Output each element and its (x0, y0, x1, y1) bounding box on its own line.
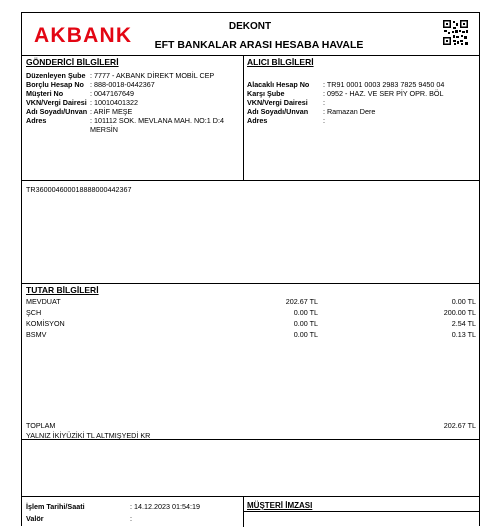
receiver-name-value: : Ramazan Dere (323, 107, 376, 116)
amount-row-label: ŞCH (26, 308, 42, 317)
valor-value: : (130, 514, 132, 523)
total-value: 202.67 TL (443, 421, 476, 430)
amount-row-mid: 202.67 TL (285, 297, 318, 306)
receiver-account-label: Alacaklı Hesap No (247, 80, 310, 89)
amount-row-mid: 0.00 TL (293, 308, 318, 317)
akbank-logo: AKBANK (34, 24, 133, 47)
transaction-date-label: İşlem Tarihi/Saati (26, 502, 85, 511)
sender-customer-no-value: : 0047167649 (90, 89, 134, 98)
sender-name-value: : ARİF MEŞE (90, 107, 133, 116)
receiver-account-value: : TR91 0001 0003 2983 7825 9450 04 (323, 80, 445, 89)
sender-branch-value: : 7777 - AKBANK DİREKT MOBİL CEP (90, 71, 215, 80)
receiver-address-label: Adres (247, 116, 268, 125)
receiver-address-value: : (323, 116, 325, 125)
transfer-description: TR360004600018888000442367 (26, 185, 132, 194)
sender-tax-label: VKN/Vergi Dairesi (26, 98, 87, 107)
sender-title: GÖNDERİCİ BİLGİLERİ (26, 57, 119, 67)
qr-code-icon (442, 19, 469, 46)
receiver-branch-value: : 0952 - HAZ. VE SER PİY OPR. BÖL (323, 89, 444, 98)
amount-row-label: KOMİSYON (26, 319, 65, 328)
receiver-branch-label: Karşı Şube (247, 89, 285, 98)
divider (243, 511, 480, 512)
divider (21, 283, 480, 284)
amount-row-right: 200.00 TL (443, 308, 476, 317)
receiver-title: ALICI BİLGİLERİ (247, 57, 314, 67)
amount-row-mid: 0.00 TL (293, 319, 318, 328)
signature-title: MÜŞTERİ İMZASI (247, 501, 313, 510)
amount-row-right: 0.00 TL (451, 297, 476, 306)
doc-title: EFT BANKALAR ARASI HESABA HAVALE (154, 39, 364, 51)
doc-type: DEKONT (228, 21, 272, 32)
receiver-name-label: Adı Soyadı/Unvan (247, 107, 309, 116)
divider (21, 180, 480, 181)
amount-row-label: BSMV (26, 330, 47, 339)
divider (21, 496, 480, 497)
amount-row-right: 0.13 TL (451, 330, 476, 339)
sender-address-value: : 101112 SOK. MEVLANA MAH. NO:1 D:4 MERSİN (90, 116, 224, 134)
sender-tax-value: : 10010401322 (90, 98, 138, 107)
sender-address-label: Adres (26, 116, 47, 125)
receiver-tax-label: VKN/Vergi Dairesi (247, 98, 308, 107)
amount-row-mid: 0.00 TL (293, 330, 318, 339)
transaction-date-value: : 14.12.2023 01:54:19 (130, 502, 200, 511)
divider (243, 55, 244, 180)
divider (21, 55, 480, 56)
sender-customer-no-label: Müşteri No (26, 89, 64, 98)
sender-name-label: Adı Soyadı/Unvan (26, 107, 88, 116)
sender-account-value: : 888-0018-0442367 (90, 80, 155, 89)
total-label: TOPLAM (26, 421, 56, 430)
valor-label: Valör (26, 514, 44, 523)
receiver-tax-value: : (323, 98, 325, 107)
amount-row-label: MEVDUAT (26, 297, 61, 306)
amounts-title: TUTAR BİLGİLERİ (26, 285, 99, 295)
sender-account-label: Borçlu Hesap No (26, 80, 84, 89)
sender-branch-label: Düzenleyen Şube (26, 71, 86, 80)
amount-in-words: YALNIZ İKİYÜZİKİ TL ALTMIŞYEDİ KR (26, 431, 151, 440)
amount-row-right: 2.54 TL (451, 319, 476, 328)
